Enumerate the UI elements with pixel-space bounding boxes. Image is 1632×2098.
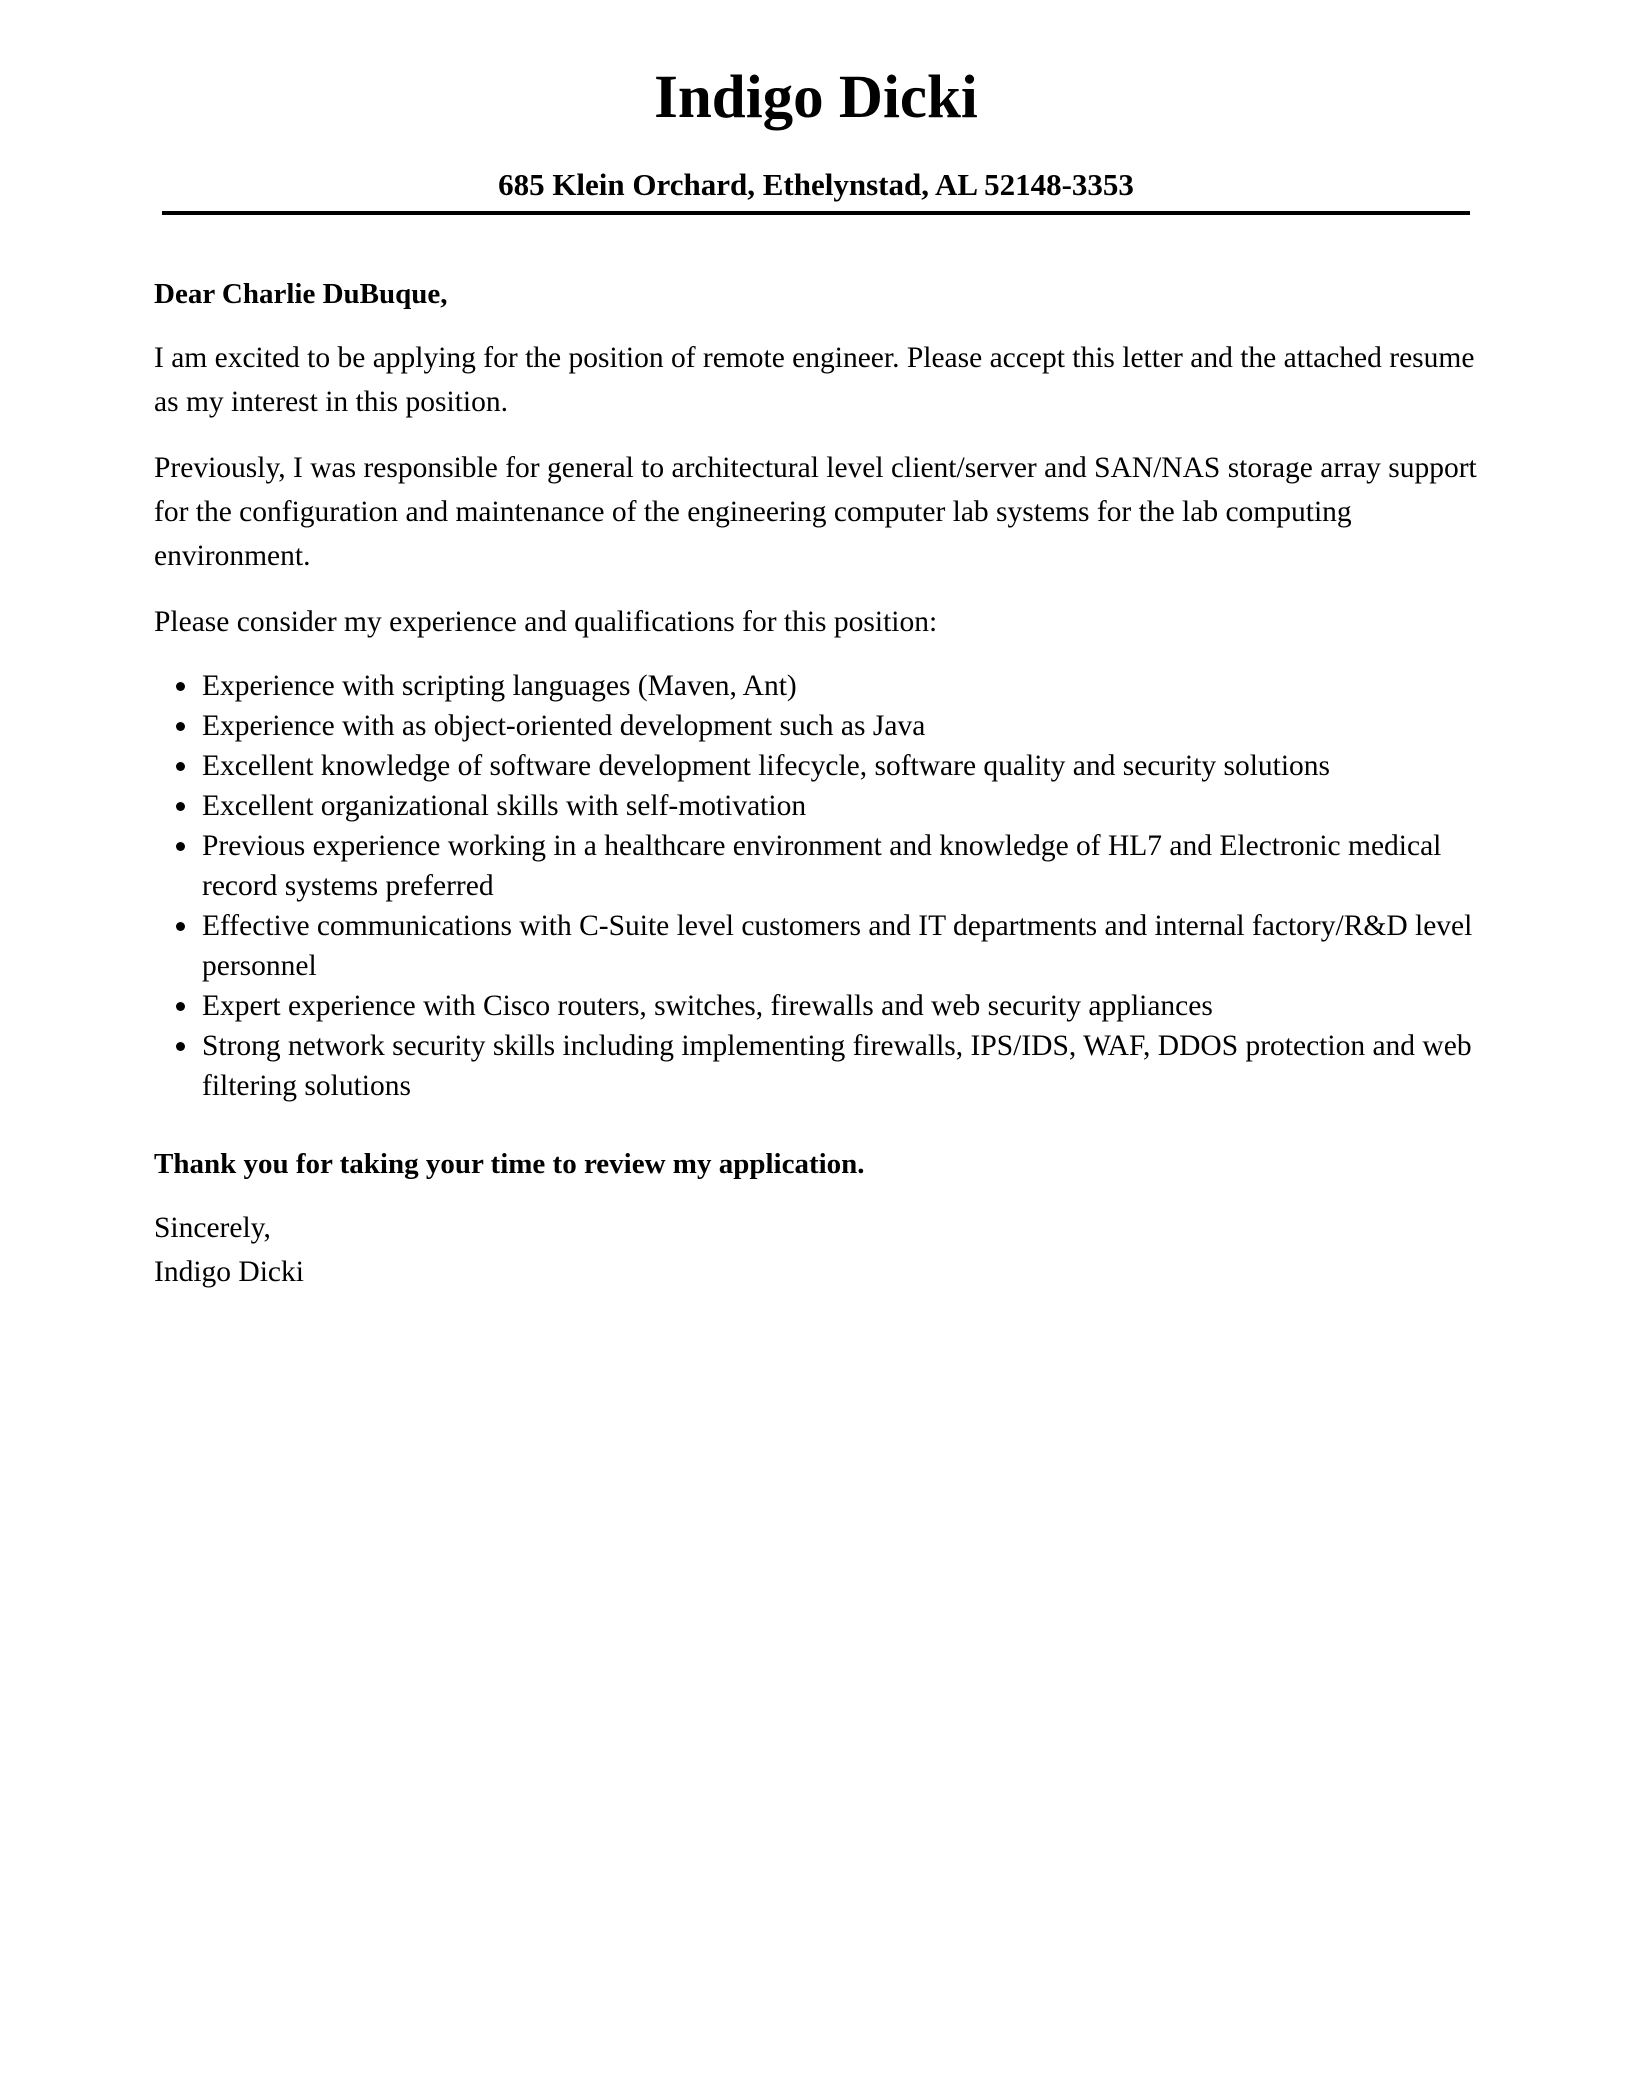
bullet-icon bbox=[176, 682, 185, 691]
header-divider bbox=[162, 211, 1470, 215]
experience-paragraph: Previously, I was responsible for general to architectural level client/server and SAN/NAS storage array support for the configuration and maintenance of the engineering computer lab systems for the lab computing environment. bbox=[154, 452, 1477, 572]
list-item-text: Experience with scripting languages (Maven, Ant) bbox=[202, 670, 797, 702]
qualifications-intro: Please consider my experience and qualifications for this position: bbox=[154, 606, 938, 638]
closing-line: Thank you for taking your time to review my application. bbox=[154, 1148, 865, 1180]
applicant-name: Indigo Dicki bbox=[654, 64, 978, 131]
bullet-icon bbox=[176, 1042, 185, 1051]
bullet-icon bbox=[176, 922, 185, 931]
signoff: Sincerely, bbox=[154, 1212, 271, 1244]
list-item bbox=[154, 666, 1494, 706]
bullet-icon bbox=[176, 762, 185, 771]
list-item bbox=[154, 706, 1494, 746]
list-item-text: Expert experience with Cisco routers, switches, firewalls and web security appliances bbox=[202, 990, 1213, 1022]
bullet-icon bbox=[176, 802, 185, 811]
list-item bbox=[154, 906, 1494, 986]
list-item bbox=[154, 986, 1494, 1026]
list-item bbox=[154, 746, 1494, 786]
list-item-text: Previous experience working in a healthcare environment and knowledge of HL7 and Electronic medical record systems preferred bbox=[202, 830, 1442, 902]
list-item bbox=[154, 786, 1494, 826]
bullet-icon bbox=[176, 842, 185, 851]
qualifications-list bbox=[154, 666, 1494, 1106]
salutation: Dear Charlie DuBuque, bbox=[154, 278, 448, 310]
letter-body bbox=[154, 272, 1494, 1294]
list-item-text: Strong network security skills including implementing firewalls, IPS/IDS, WAF, DDOS protection and web filtering solutions bbox=[202, 1030, 1472, 1102]
applicant-address: 685 Klein Orchard, Ethelynstad, AL 52148-3353 bbox=[498, 167, 1134, 202]
list-item bbox=[154, 826, 1494, 906]
signature-name: Indigo Dicki bbox=[154, 1256, 304, 1288]
list-item bbox=[154, 1026, 1494, 1106]
list-item-text: Experience with as object-oriented development such as Java bbox=[202, 710, 926, 742]
list-item-text: Excellent knowledge of software development lifecycle, software quality and security solutions bbox=[202, 750, 1331, 782]
list-item-text: Excellent organizational skills with self-motivation bbox=[202, 790, 807, 822]
list-item-text: Effective communications with C-Suite level customers and IT departments and internal factory/R&D level personnel bbox=[202, 910, 1473, 982]
intro-paragraph: I am excited to be applying for the position of remote engineer. Please accept this letter and the attached resume as my interest in this position. bbox=[154, 342, 1475, 418]
bullet-icon bbox=[176, 1002, 185, 1011]
bullet-icon bbox=[176, 722, 185, 731]
